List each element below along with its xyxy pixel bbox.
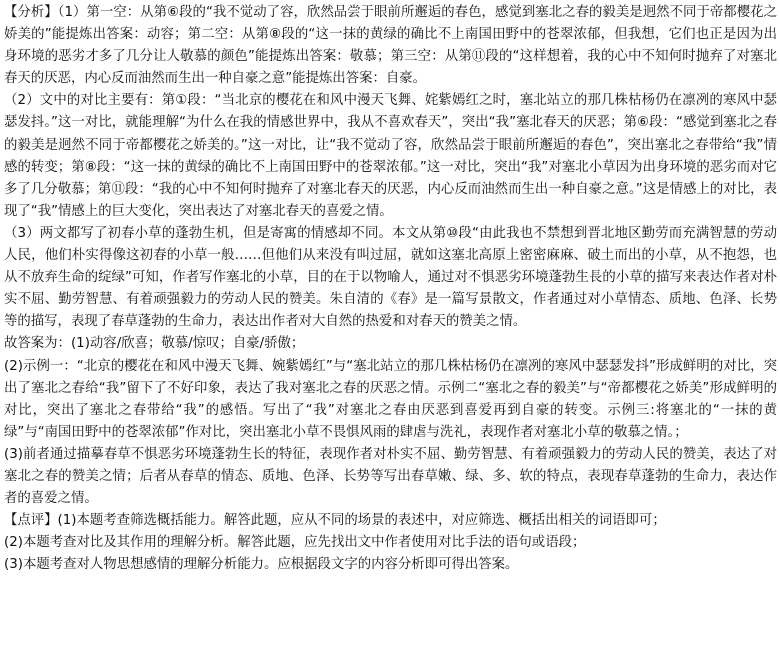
answer-line-3: (3)前者通过描摹春草不惧恶劣环境蓬勃生长的特征，表现作者对朴实不屈、勤劳智慧、有着顽强毅力的劳动人民的赞美，表达了对塞北之春的赞美之情；后者从春草的情态、质地、色泽、长势等写出春草嫩、绿、多、软的特点，表现春草蓬勃的生命力，表达作者的喜爱之情。 [4,446,777,507]
comment-line-3: (3)本题考查对人物思想感情的理解分析能力。应根据段文字的内容分析即可得出答案。 [4,557,519,573]
answer-line-2: (2)示例一：“北京的樱花在和风中漫天飞舞、婉紫嫣红”与“塞北站立的那几株枯杨仍在凛冽的寒风中瑟瑟发抖”形成鲜明的对比，突出了塞北之春给“我”留下了不好印象，表达了我对塞北之春的厌恶之情。示例二“塞北之春的毅美”与“帝都樱花之娇美”形成鲜明的对比，突出了塞北之春带给“我”的感悟。写出了“我”对塞北之春由厌恶到喜爱再到自豪的转变。示例三:将塞北的“一抹的黄绿”与“南国田野中的苍翠浓郁”作对比，突出塞北小草不畏惧风雨的肆虐与洗礼，表现作者对塞北小草的敬慕之情。； [4,358,777,440]
analysis-paragraph-3: （3）两文都写了初春小草的蓬勃生机，但是寄寓的情感却不同。本文从第⑩段“由此我也不禁想到晋北地区勤劳而充满智慧的劳动人民，他们朴实得像这初春的小草一般……但他们从来没有叫过屈，就如这塞北高原上密密麻麻、破土而出的小草，从不抱怨，也从不放弃生命的绽绿”可知，作者写作塞北的小草，目的在于以物喻人，通过对不惧恶劣环境蓬勃生長的小草的描写来表达作者对朴实不屈、勤劳智慧、有着顽强毅力的劳动人民的赞美。朱自清的《春》是一篇写景散文，作者通过对小草情态、质地、色泽、长势等的描写，表现了春草蓬勃的生命力，表达出作者对大自然的热爱和对春天的赞美之情。 [4,225,777,330]
analysis-paragraph-1: 【分析】（1）第一空：从第⑥段的“我不觉动了容，欣然品尝于眼前所邂逅的春色，感觉到塞北之春的毅美是迥然不同于帝都樱花之娇美的”能提炼出答案：动容；第二空：从第⑧段的“这一抹的黄绿的确比不上南国田野中的苍翠浓郁，但我想，它们也正是因为出身环境的恶劣才多了几分让人敬慕的颜色”能提炼出答案：敬慕；第三空：从第⑪段的“这样想着，我的心中不知何时抛弃了对塞北春天的厌恶，内心反而油然而生出一种自豪之意”能提炼出答案：自豪。 [4,5,777,87]
comment-line-1: 【点评】(1)本题考查筛选概括能力。解答此题，应从不同的场景的表述中，对应筛选、概括出相关的词语即可； [4,513,666,529]
analysis-paragraph-2: （2）文中的对比主要有：第①段：“当北京的樱花在和风中漫天飞舞、姹紫嫣红之时，塞北站立的那几株枯杨仍在凛冽的寒风中瑟瑟发抖。”这一对比，就能理解“为什么在我的情感世界中，我从不喜欢春天”，突出“我”塞北春天的厌恶；第⑥段：“感觉到塞北之春的毅美是迥然不同于帝都樱花之娇美的。”这一对比，让“我不觉动了容，欣然品尝于眼前所邂逅的春色”，突出塞北之春带给“我”情感的转变；第⑧段：“这一抹的黄绿的确比不上南国田野中的苍翠浓郁。”这一对比，突出“我”对塞北小草因为出身环境的恶劣而对它多了几分敬慕；第⑪段：“我的心中不知何时抛弃了对塞北春天的厌恶，内心反而油然而生出一种自豪之意。”这是情感上的对比，表现了“我”情感上的巨大变化，突出表达了对塞北春天的喜爱之情。 [4,93,777,219]
answer-line-1: 故答案为：(1)动容/欣喜；敬慕/惊叹；自豪/骄傲； [4,336,305,352]
comment-line-2: (2)本题考查对比及其作用的理解分析。解答此题，应先找出文中作者使用对比手法的语句或语段； [4,535,586,551]
